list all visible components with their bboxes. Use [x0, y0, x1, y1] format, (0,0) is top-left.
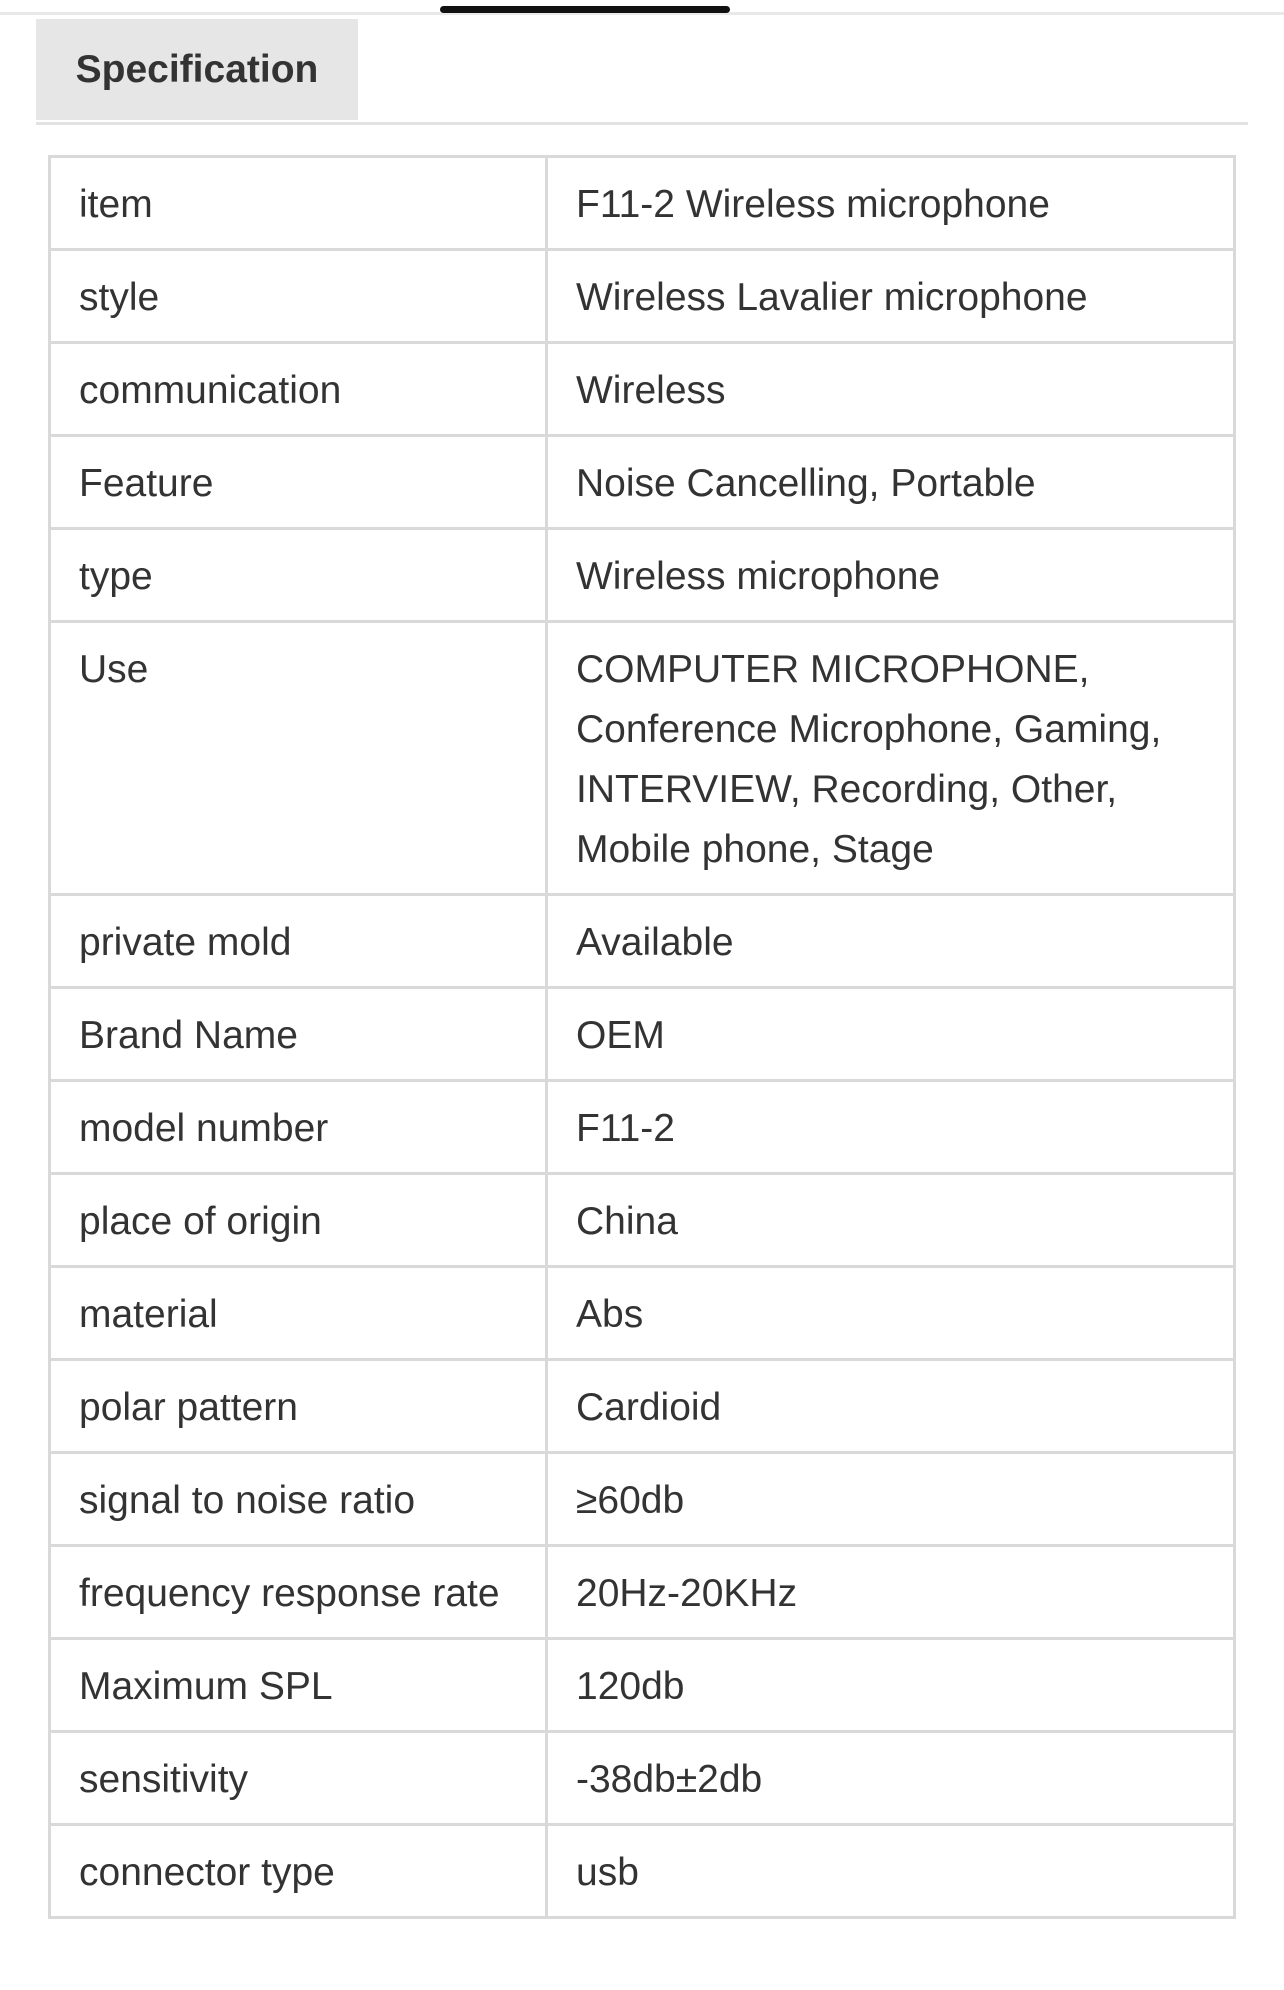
spec-label: place of origin [50, 1174, 547, 1267]
spec-label: polar pattern [50, 1360, 547, 1453]
spec-value: Wireless microphone [547, 529, 1235, 622]
spec-value: F11-2 [547, 1081, 1235, 1174]
spec-value: Available [547, 895, 1235, 988]
spec-value: 120db [547, 1639, 1235, 1732]
spec-label: Brand Name [50, 988, 547, 1081]
spec-label: style [50, 250, 547, 343]
table-row [50, 988, 1235, 1081]
spec-value: Abs [547, 1267, 1235, 1360]
table-row [50, 1825, 1235, 1918]
spec-value: Noise Cancelling, Portable [547, 436, 1235, 529]
table-row [50, 1081, 1235, 1174]
table-row [50, 1546, 1235, 1639]
spec-label: type [50, 529, 547, 622]
spec-value: China [547, 1174, 1235, 1267]
spec-value: -38db±2db [547, 1732, 1235, 1825]
spec-label: communication [50, 343, 547, 436]
spec-value: ≥60db [547, 1453, 1235, 1546]
table-row [50, 1732, 1235, 1825]
spec-label: item [50, 157, 547, 250]
specification-table [48, 155, 1236, 1919]
drag-handle[interactable] [440, 6, 730, 13]
table-row [50, 436, 1235, 529]
table-row [50, 529, 1235, 622]
table-row [50, 1267, 1235, 1360]
table-row [50, 622, 1235, 895]
spec-label: sensitivity [50, 1732, 547, 1825]
spec-value: 20Hz-20KHz [547, 1546, 1235, 1639]
spec-label: Use [50, 622, 547, 895]
table-row [50, 1360, 1235, 1453]
spec-label: Feature [50, 436, 547, 529]
spec-label: private mold [50, 895, 547, 988]
table-row [50, 250, 1235, 343]
table-row [50, 895, 1235, 988]
tab-specification[interactable]: Specification [36, 19, 358, 120]
spec-label: signal to noise ratio [50, 1453, 547, 1546]
table-row [50, 157, 1235, 250]
spec-label: Maximum SPL [50, 1639, 547, 1732]
spec-label: model number [50, 1081, 547, 1174]
spec-label: material [50, 1267, 547, 1360]
spec-value: Wireless Lavalier microphone [547, 250, 1235, 343]
spec-value: F11-2 Wireless microphone [547, 157, 1235, 250]
tab-bar [36, 19, 1248, 125]
table-row [50, 1174, 1235, 1267]
specification-table-body [50, 157, 1235, 1918]
spec-label: connector type [50, 1825, 547, 1918]
table-row [50, 1639, 1235, 1732]
spec-value: usb [547, 1825, 1235, 1918]
spec-value: Wireless [547, 343, 1235, 436]
spec-value: OEM [547, 988, 1235, 1081]
spec-value: Cardioid [547, 1360, 1235, 1453]
spec-value: COMPUTER MICROPHONE, Conference Microphone, Gaming, INTERVIEW, Recording, Other, Mobile phone, Stage [547, 622, 1235, 895]
spec-label: frequency response rate [50, 1546, 547, 1639]
table-row [50, 343, 1235, 436]
table-row [50, 1453, 1235, 1546]
